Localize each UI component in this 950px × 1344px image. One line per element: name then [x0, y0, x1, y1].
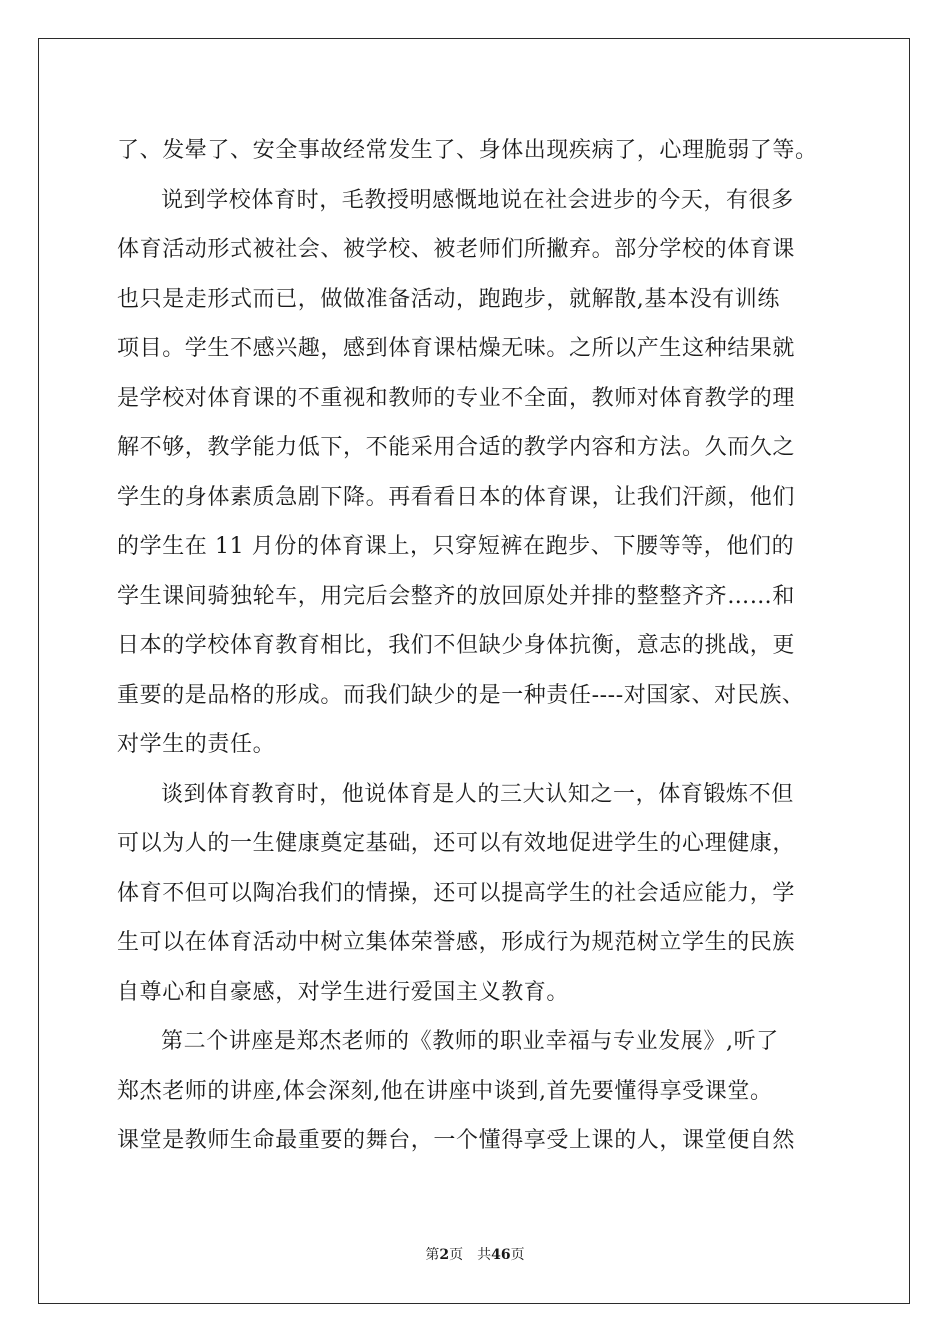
text-line: 解不够，教学能力低下，不能采用合适的教学内容和方法。久而久之	[117, 435, 796, 460]
total-pages: 46	[491, 1247, 511, 1263]
text-line: 学生的身体素质急剧下降。再看看日本的体育课，让我们汗颜，他们	[117, 484, 796, 510]
document-body	[117, 126, 850, 1166]
text-line: 也只是走形式而已，做做准备活动，跑跑步，就解散,基本没有训练	[117, 286, 780, 312]
text-line: 自尊心和自豪感，对学生进行爱国主义教育。	[117, 979, 570, 1005]
total-suffix: 页	[510, 1247, 525, 1263]
text-line: 了、发晕了、安全事故经常发生了、身体出现疾病了，心理脆弱了等。	[117, 138, 818, 163]
page-prefix: 第	[425, 1247, 440, 1263]
text-line: 体育不但可以陶冶我们的情操，还可以提高学生的社会适应能力，学	[117, 880, 796, 906]
text-line: 的学生在 11 月份的体育课上，只穿短裤在跑步、下腰等等，他们的	[117, 534, 795, 559]
text-line: 是学校对体育课的不重视和教师的专业不全面，教师对体育教学的理	[117, 385, 796, 411]
paragraph-start-line: 第二个讲座是郑杰老师的《教师的职业幸福与专业发展》,听了	[161, 1029, 779, 1054]
text-line: 郑杰老师的讲座,体会深刻,他在讲座中谈到,首先要懂得享受课堂。	[117, 1078, 773, 1104]
paragraph-start-line: 谈到体育教育时，他说体育是人的三大认知之一，体育锻炼不但	[161, 781, 794, 807]
text-line: 重要的是品格的形成。而我们缺少的是一种责任----对国家、对民族、	[117, 682, 805, 708]
text-line: 学生课间骑独轮车，用完后会整齐的放回原处并排的整整齐齐……和	[117, 583, 796, 609]
page-suffix: 页	[449, 1247, 464, 1263]
page-number: 2	[439, 1247, 450, 1263]
text-line: 对学生的责任。	[117, 732, 276, 757]
total-prefix: 共	[477, 1247, 492, 1263]
text-line: 可以为人的一生健康奠定基础，还可以有效地促进学生的心理健康，	[117, 831, 796, 856]
text-line: 日本的学校体育教育相比，我们不但缺少身体抗衡，意志的挑战，更	[117, 633, 796, 658]
text-line: 生可以在体育活动中树立集体荣誉感，形成行为规范树立学生的民族	[117, 930, 796, 955]
text-line: 项目。学生不感兴趣，感到体育课枯燥无味。之所以产生这种结果就	[117, 336, 796, 361]
paragraph-start-line: 说到学校体育时，毛教授明感慨地说在社会进步的今天，有很多	[161, 187, 794, 213]
text-line: 体育活动形式被社会、被学校、被老师们所撇弃。部分学校的体育课	[117, 237, 796, 262]
text-line: 课堂是教师生命最重要的舞台，一个懂得享受上课的人，课堂便自然	[117, 1128, 796, 1153]
page-footer	[0, 1244, 950, 1264]
